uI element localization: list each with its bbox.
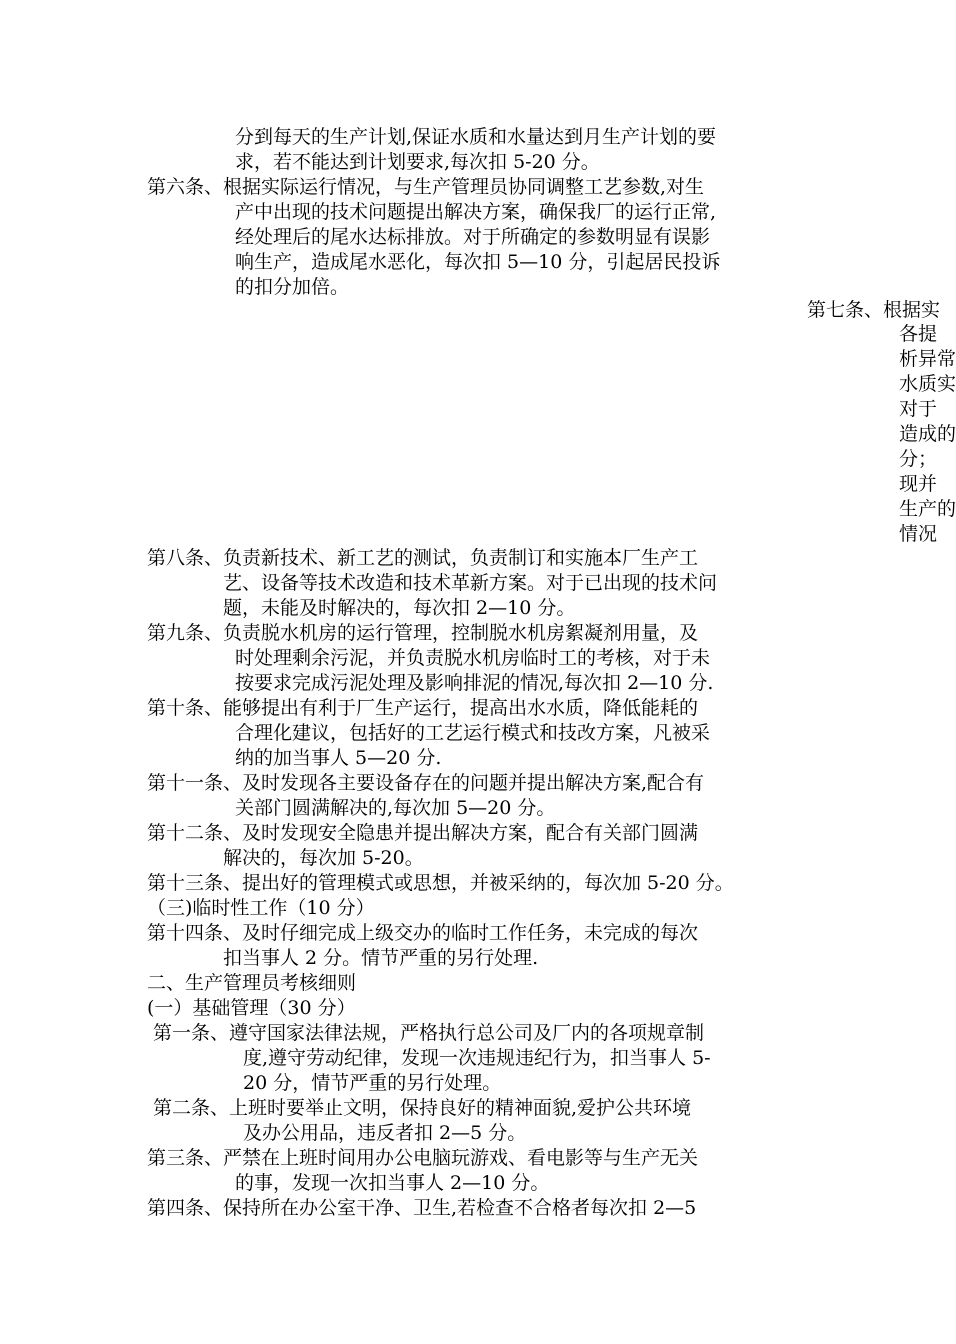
text-line: 水质实 [899,373,956,395]
text-line: 纳的加当事人 5—20 分. [235,747,442,769]
text-line: 响生产，造成尾水恶化，每次扣 5—10 分，引起居民投诉 [235,251,721,273]
text-line: 现并 [899,473,938,495]
article-9-heading-line: 第九条、负责脱水机房的运行管理，控制脱水机房絮凝剂用量，及 [147,622,699,644]
text-line: 求，若不能达到计划要求,每次扣 5-20 分。 [235,151,600,173]
text-line: 解决的，每次加 5-20。 [223,847,424,869]
article-14-heading-line: 第十四条、及时仔细完成上级交办的临时工作任务，未完成的每次 [147,922,699,944]
text-line: 分； [899,448,938,470]
text-line: 艺、设备等技术改造和技术革新方案。对于已出现的技术问 [223,572,718,594]
text-line: 关部门圆满解决的,每次加 5—20 分。 [235,797,556,819]
text-line: 20 分，情节严重的另行处理。 [243,1072,502,1094]
text-line: 情况 [899,523,938,545]
article-1-heading-line: 第一条、遵守国家法律法规，严格执行总公司及厂内的各项规章制 [153,1022,705,1044]
text-line: 及办公用品，违反者扣 2—5 分。 [243,1122,527,1144]
article-6-heading-line: 第六条、根据实际运行情况，与生产管理员协同调整工艺参数,对生 [147,176,705,198]
text-line: 扣当事人 2 分。情节严重的另行处理. [223,947,539,969]
article-11-heading-line: 第十一条、及时发现各主要设备存在的问题并提出解决方案,配合有 [147,772,705,794]
chapter-heading: 二、生产管理员考核细则 [147,972,357,994]
section-heading: (一）基础管理（30 分） [147,997,356,1019]
text-line: 分到每天的生产计划,保证水质和水量达到月生产计划的要 [235,126,717,148]
text-line: 度,遵守劳动纪律，发现一次违规违纪行为，扣当事人 5- [243,1047,711,1069]
text-line: 经处理后的尾水达标排放。对于所确定的参数明显有误影 [235,226,711,248]
text-line: 生产的 [899,498,956,520]
article-8-heading-line: 第八条、负责新技术、新工艺的测试，负责制订和实施本厂生产工 [147,547,699,569]
text-line: 的扣分加倍。 [235,276,350,298]
text-line: 题，未能及时解决的，每次扣 2—10 分。 [223,597,576,619]
text-line: 时处理剩余污泥，并负责脱水机房临时工的考核，对于未 [235,647,711,669]
text-line: 按要求完成污泥处理及影响排泥的情况,每次扣 2—10 分. [235,672,714,694]
article-10-heading-line: 第十条、能够提出有利于厂生产运行，提高出水水质，降低能耗的 [147,697,699,719]
text-line: 合理化建议，包括好的工艺运行模式和技改方案，凡被采 [235,722,711,744]
text-line: 析异常 [899,348,956,370]
text-line: 造成的 [899,423,956,445]
article-4-heading-line: 第四条、保持所在办公室干净、卫生,若检查不合格者每次扣 2—5 [147,1197,697,1219]
article-3-heading-line: 第三条、严禁在上班时间用办公电脑玩游戏、看电影等与生产无关 [147,1147,699,1169]
article-13-heading-line: 第十三条、提出好的管理模式或思想，并被采纳的，每次加 5-20 分。 [147,872,734,894]
text-line: 各提 [899,323,938,345]
text-line: 对于 [899,398,938,420]
article-7-heading-line: 第七条、根据实 [807,299,941,321]
article-2-heading-line: 第二条、上班时要举止文明，保持良好的精神面貌,爱护公共环境 [153,1097,692,1119]
text-line: 产中出现的技术问题提出解决方案，确保我厂的运行正常, [235,201,717,223]
article-12-heading-line: 第十二条、及时发现安全隐患并提出解决方案，配合有关部门圆满 [147,822,699,844]
section-heading: （三)临时性工作（10 分） [147,897,375,919]
text-line: 的事，发现一次扣当事人 2—10 分。 [235,1172,550,1194]
